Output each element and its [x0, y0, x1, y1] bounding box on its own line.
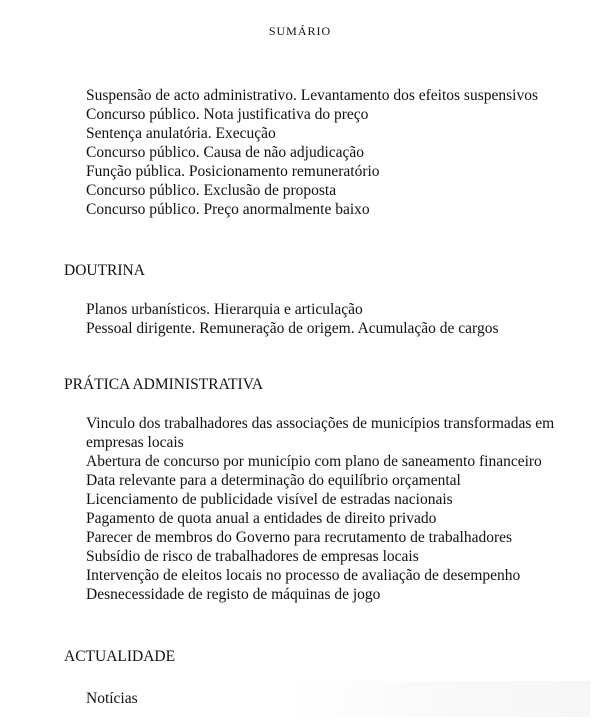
toc-entry: Função pública. Posicionamento remuneratório	[86, 163, 380, 180]
actualidade-entry-list	[86, 689, 566, 708]
toc-entry: Notícias	[86, 690, 138, 707]
toc-entry: Abertura de concurso por município com plano de saneamento financeiro	[86, 453, 542, 470]
section-heading-doutrina: DOUTRINA	[64, 262, 145, 279]
section-heading-pratica-administrativa: PRÁTICA ADMINISTRATIVA	[64, 376, 264, 393]
toc-entry: Concurso público. Nota justificativa do preço	[86, 106, 369, 123]
toc-entry: Planos urbanísticos. Hierarquia e articulação	[86, 301, 363, 318]
toc-entry: Licenciamento de publicidade visível de estradas nacionais	[86, 491, 453, 508]
toc-entry: Concurso público. Preço anormalmente baixo	[86, 201, 370, 218]
toc-entry: Pessoal dirigente. Remuneração de origem. Acumulação de cargos	[86, 320, 499, 337]
toc-entry: Parecer de membros do Governo para recrutamento de trabalhadores	[86, 529, 513, 546]
toc-entry: Concurso público. Exclusão de proposta	[86, 182, 337, 199]
intro-entry-list	[86, 86, 566, 219]
toc-entry: Pagamento de quota anual a entidades de direito privado	[86, 510, 437, 527]
toc-entry: Suspensão de acto administrativo. Levantamento dos efeitos suspensivos	[86, 87, 538, 104]
toc-entry: Subsídio de risco de trabalhadores de empresas locais	[86, 548, 419, 565]
toc-entry: Data relevante para a determinação do equilíbrio orçamental	[86, 472, 461, 489]
toc-entry: Intervenção de eleitos locais no processo de avaliação de desempenho	[86, 567, 521, 584]
section-heading-actualidade: ACTUALIDADE	[64, 648, 176, 665]
toc-entry: Concurso público. Causa de não adjudicação	[86, 144, 365, 161]
toc-entry: Sentença anulatória. Execução	[86, 125, 276, 142]
toc-entry: Vinculo dos trabalhadores das associações de municípios transformadas em empresas locais	[86, 415, 555, 451]
toc-entry: Desnecessidade de registo de máquinas de jogo	[86, 586, 381, 603]
pratica-entry-list	[86, 414, 566, 604]
doutrina-entry-list	[86, 300, 566, 338]
page-title: SUMÁRIO	[268, 24, 332, 38]
